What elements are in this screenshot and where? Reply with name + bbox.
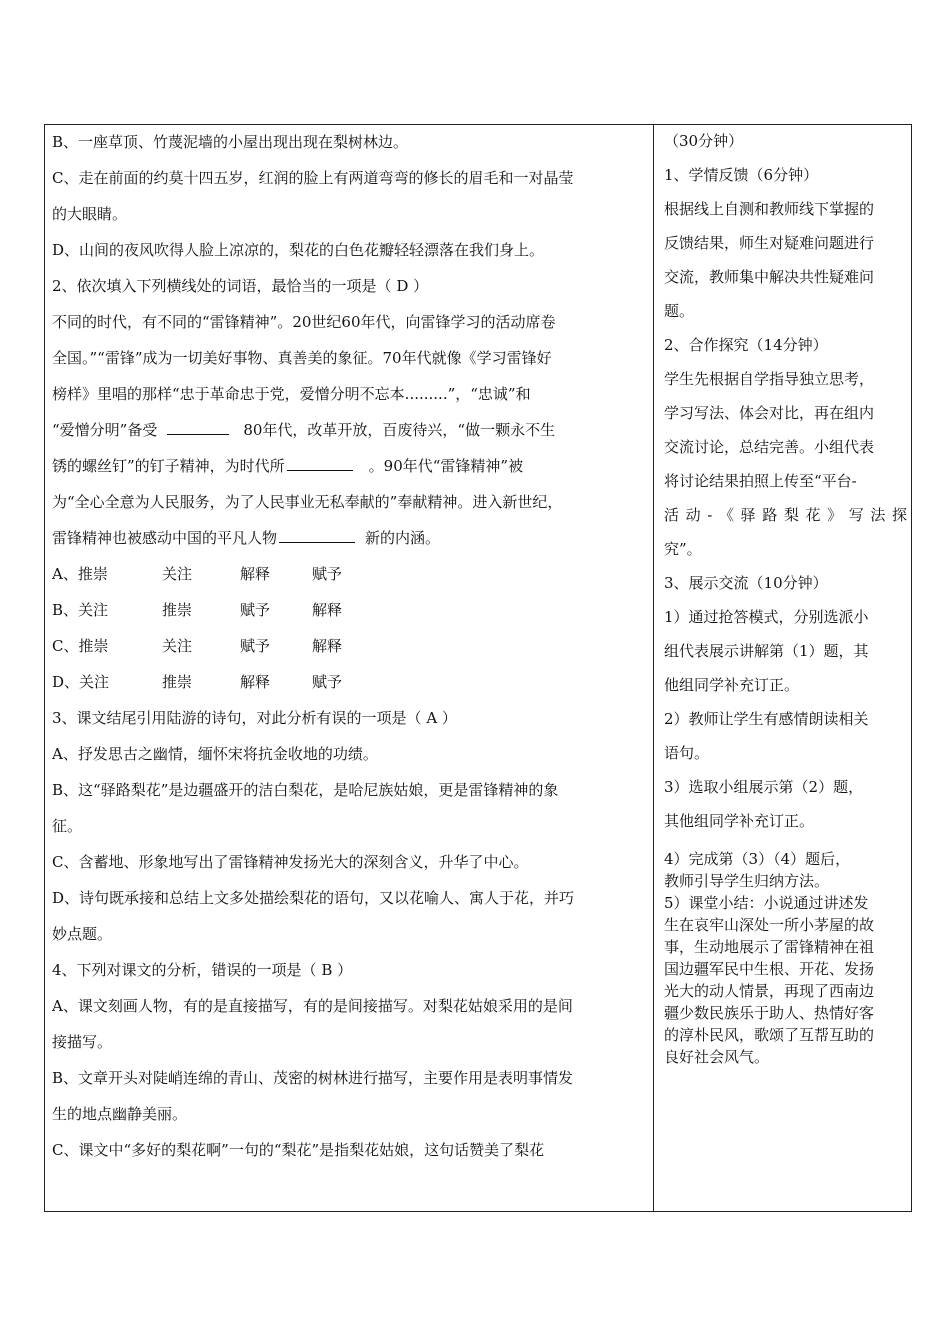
question-3: 3、课文结尾引用陆游的诗句，对此分析有误的一项是（ A ） [52, 709, 457, 727]
text-segment: 。90年代“雷锋精神”被 [368, 457, 524, 475]
option-word: 推崇 [162, 601, 193, 619]
option-word: 解释 [312, 601, 343, 619]
text-line: 良好社会风气。 [664, 1048, 770, 1066]
fill-blank-line-2 [52, 448, 652, 484]
option-word: 关注 [162, 637, 193, 655]
fill-blank-line-3 [52, 520, 652, 556]
text-line: 光大的动人情景，再现了西南边 [664, 982, 875, 1000]
text-line: 疆少数民族乐于助人、热情好客 [664, 1004, 875, 1022]
text-line: 组代表展示讲解第（1）题，其 [664, 642, 869, 660]
option-row [52, 592, 652, 628]
text-line: 国边疆军民中生根、开花、发扬 [664, 960, 875, 978]
text-line: 榜样》里唱的那样“忠于革命忠于党，爱憎分明不忘本.........”，“忠诚”和 [52, 385, 531, 403]
answer-blank [287, 456, 353, 471]
option-word: 关注 [162, 565, 193, 583]
text-line: 反馈结果，师生对疑难问题进行 [664, 234, 875, 252]
option-word: 解释 [312, 637, 343, 655]
option-word: 赋予 [240, 637, 271, 655]
text-line: C、走在前面的约莫十四五岁，红润的脸上有两道弯弯的修长的眉毛和一对晶莹 [52, 169, 574, 187]
text-line: B、这“驿路梨花”是边疆盛开的洁白梨花，是哈尼族姑娘，更是雷锋精神的象 [52, 781, 559, 799]
text-segment: “爱憎分明”备受 [52, 421, 158, 439]
text-line: 5）课堂小结：小说通过讲述发 [664, 894, 869, 912]
text-line: 其他组同学补充订正。 [664, 812, 815, 830]
text-line: 活动-《驿路梨花》写法探 [664, 506, 907, 524]
text-line: A、抒发思古之幽情，缅怀宋将抗金收地的功绩。 [52, 745, 378, 763]
text-line: 的大眼睛。 [52, 205, 128, 223]
option-word: C、推崇 [52, 637, 109, 655]
option-word: D、关注 [52, 673, 110, 691]
option-word: 解释 [240, 673, 271, 691]
text-line: 他组同学补充订正。 [664, 676, 800, 694]
text-line: C、课文中“多好的梨花啊”一句的“梨花”是指梨花姑娘，这句话赞美了梨花 [52, 1141, 545, 1159]
text-line: 生的地点幽静美丽。 [52, 1105, 188, 1123]
text-segment: 雷锋精神也被感动中国的平凡人物 [52, 529, 278, 547]
spacer [664, 838, 907, 848]
text-line: B、一座草顶、竹蔑泥墙的小屋出现出现在梨树林边。 [52, 133, 409, 151]
text-line: 接描写。 [52, 1033, 113, 1051]
question-2: 2、依次填入下列横线处的词语，最恰当的一项是（ D ） [52, 277, 429, 295]
option-word: 赋予 [312, 565, 343, 583]
text-line: 2）教师让学生有感情朗读相关 [664, 710, 869, 728]
section-heading: 3、展示交流（10分钟） [664, 574, 828, 592]
left-column [46, 124, 652, 1168]
text-line: 教师引导学生归纳方法。 [664, 872, 830, 890]
text-line: 1）通过抢答模式，分别选派小 [664, 608, 869, 626]
text-line: 4）完成第（3）（4）题后， [664, 850, 851, 868]
text-line: 3）选取小组展示第（2）题， [664, 778, 864, 796]
text-line: 将讨论结果拍照上传至“平台- [664, 472, 857, 490]
section-heading: 1、学情反馈（6分钟） [664, 166, 819, 184]
text-line: 究”。 [664, 540, 702, 558]
text-line: 学习写法、体会对比，再在组内 [664, 404, 875, 422]
option-word: 赋予 [240, 601, 271, 619]
right-column [655, 124, 911, 1068]
text-line: 妙点题。 [52, 925, 113, 943]
answer-blank [167, 420, 229, 435]
text-line: C、含蓄地、形象地写出了雷锋精神发扬光大的深刻含义，升华了中心。 [52, 853, 529, 871]
text-line: 交流，教师集中解决共性疑难问 [664, 268, 875, 286]
text-line: 不同的时代，有不同的“雷锋精神”。20世纪60年代，向雷锋学习的活动席卷 [52, 313, 556, 331]
text-line: 的淳朴民风，歌颂了互帮互助的 [664, 1026, 875, 1044]
text-line: 事，生动地展示了雷锋精神在祖 [664, 938, 875, 956]
text-segment: 锈的螺丝钉”的钉子精神，为时代所 [52, 457, 285, 475]
text-line: 为“全心全意为人民服务，为了人民事业无私奉献的”奉献精神。进入新世纪， [52, 493, 563, 511]
option-word: A、推崇 [52, 565, 108, 583]
option-row [52, 628, 652, 664]
text-line: A、课文刻画人物，有的是直接描写，有的是间接描写。对梨花姑娘采用的是间 [52, 997, 573, 1015]
section-heading: 2、合作探究（14分钟） [664, 336, 828, 354]
time-note: （30分钟） [664, 132, 744, 150]
text-line: 交流讨论，总结完善。小组代表 [664, 438, 875, 456]
text-line: 题。 [664, 302, 695, 320]
question-4: 4、下列对课文的分析，错误的一项是（ B ） [52, 961, 353, 979]
text-line: 语句。 [664, 744, 710, 762]
text-line: B、文章开头对陡峭连绵的青山、茂密的树林进行描写，主要作用是表明事情发 [52, 1069, 574, 1087]
text-line: 生在哀牢山深处一所小茅屋的故 [664, 916, 875, 934]
option-word: 解释 [240, 565, 271, 583]
text-line: D、诗句既承接和总结上文多处描绘梨花的语句，又以花喻人、寓人于花，并巧 [52, 889, 575, 907]
text-segment: 新的内涵。 [365, 529, 441, 547]
option-row [52, 664, 652, 700]
text-line: 征。 [52, 817, 83, 835]
text-line: 学生先根据自学指导独立思考， [664, 370, 875, 388]
option-word: 推崇 [162, 673, 193, 691]
text-segment: 80年代，改革开放，百废待兴，“做一颗永不生 [243, 421, 556, 439]
answer-blank [279, 528, 355, 543]
text-line: 全国。”“雷锋”成为一切美好事物、真善美的象征。70年代就像《学习雷锋好 [52, 349, 552, 367]
text-line: D、山间的夜风吹得人脸上凉凉的，梨花的白色花瓣轻轻漂落在我们身上。 [52, 241, 545, 259]
option-word: B、关注 [52, 601, 109, 619]
fill-blank-line-1 [52, 412, 652, 448]
option-row [52, 556, 652, 592]
option-word: 赋予 [312, 673, 343, 691]
text-line: 根据线上自测和教师线下掌握的 [664, 200, 875, 218]
column-divider [653, 124, 654, 1212]
